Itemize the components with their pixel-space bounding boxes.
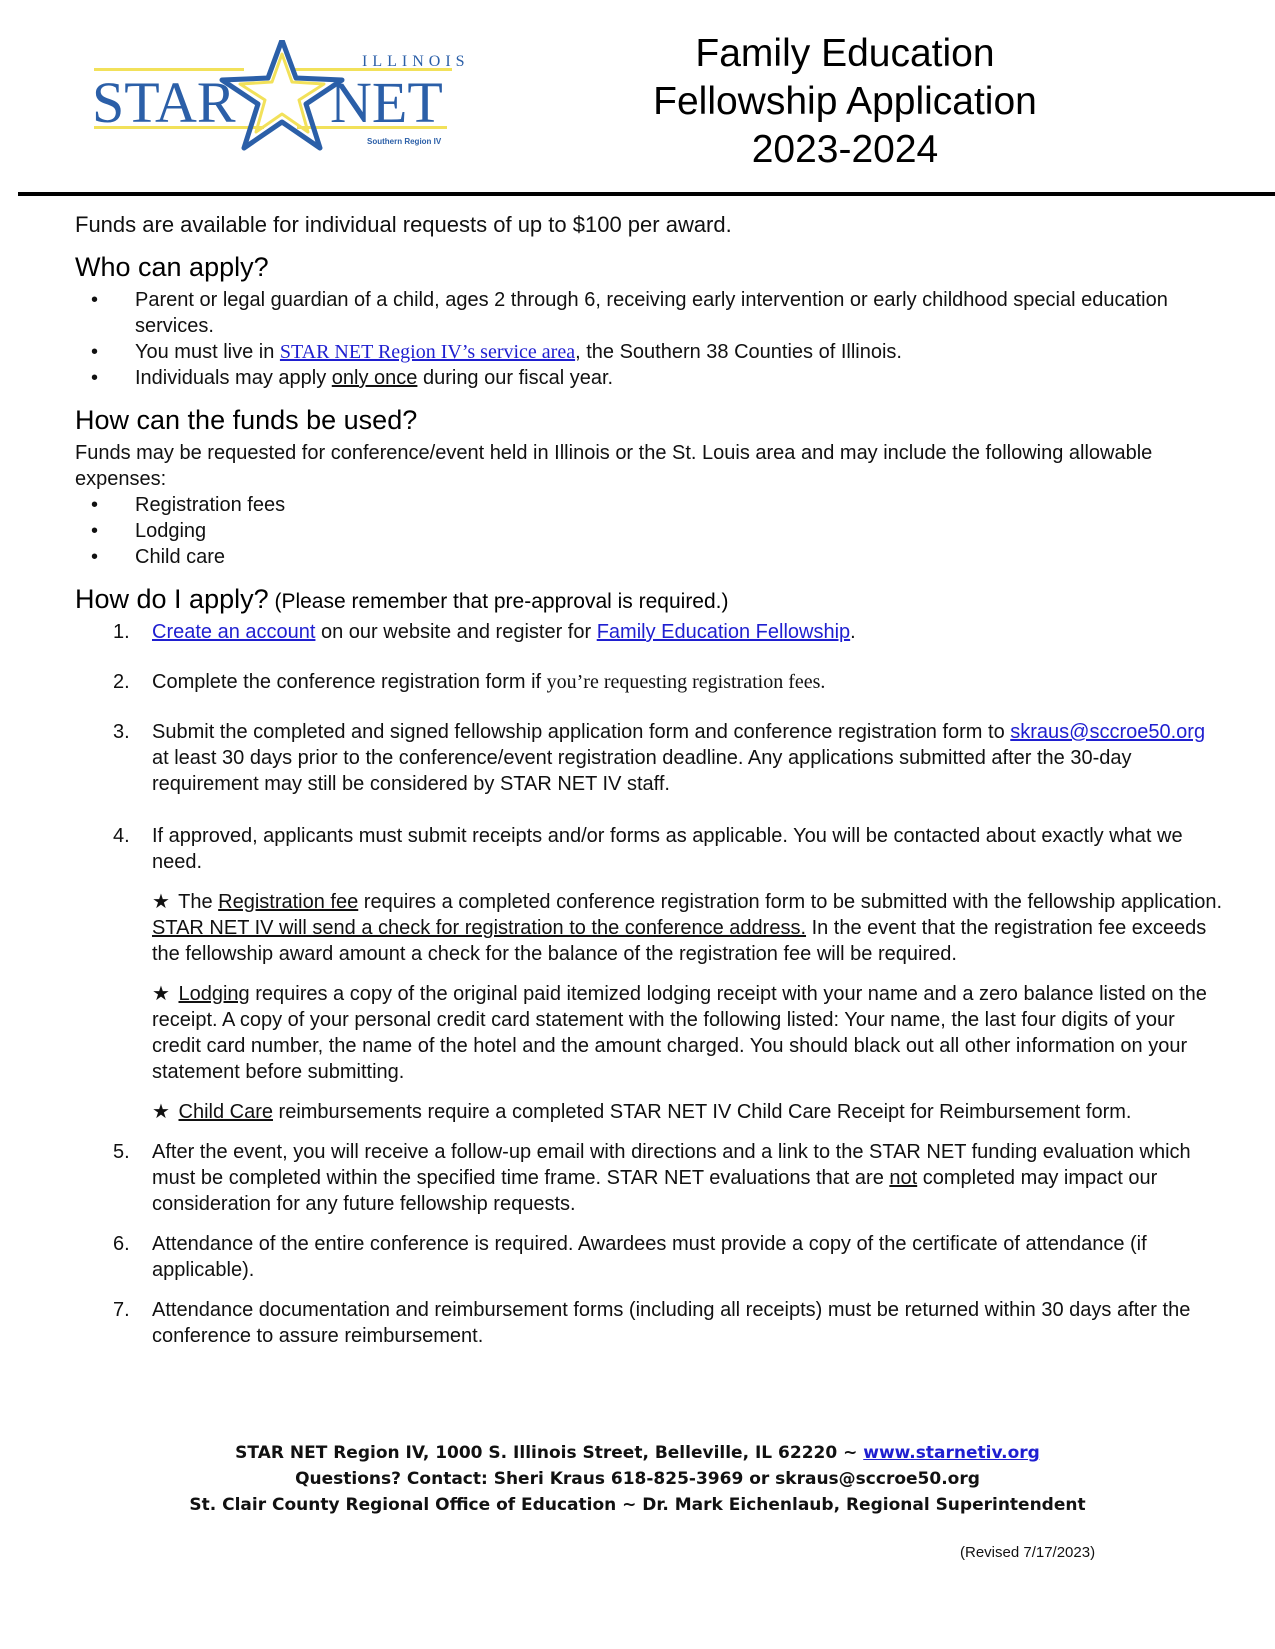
eligibility-text: Parent or legal guardian of a child, ages 2 through 6, receiving early intervention or early childhood special education services. [135, 289, 1168, 337]
who-heading: Who can apply? [75, 252, 269, 282]
apply-heading-text: How do I apply? [75, 584, 269, 614]
list-item [75, 339, 1225, 365]
child-care-note [152, 1099, 1225, 1125]
list-item [75, 1297, 1225, 1349]
funds-description: Funds may be requested for conference/event held in Illinois or the St. Louis area and may include the following allowable expenses: [75, 442, 1153, 490]
list-item [75, 669, 1225, 695]
revision-date: (Revised 7/17/2023) [960, 1544, 1096, 1561]
apply-heading-note: (Please remember that pre-approval is required.) [268, 590, 729, 613]
eligibility-text: , the Southern 38 Counties of Illinois. [575, 341, 902, 363]
step-text: completed may impact our consideration for any future fellowship requests. [152, 1167, 1158, 1215]
email-link[interactable]: skraus@sccroe50.org [1010, 721, 1206, 743]
footer-line-1 [0, 1440, 1275, 1466]
star-icon: ★ [152, 983, 170, 1005]
registration-fee-note [152, 889, 1225, 967]
step-text: Submit the completed and signed fellowship application form and conference registration form to [152, 721, 1011, 743]
emphasis-text: STAR NET IV will send a check for registration to the conference address. [152, 917, 807, 939]
footer-line-3: St. Clair County Regional Office of Education ~ Dr. Mark Eichenlaub, Regional Superintendent [189, 1495, 1086, 1515]
title-line-2: Fellowship Application [653, 80, 1037, 123]
list-item: • Child care [75, 544, 1225, 570]
step-number: 6. [113, 1233, 130, 1255]
list-item [75, 287, 1225, 339]
list-item [75, 365, 1225, 391]
create-account-link[interactable]: Create an account [152, 621, 316, 643]
page-title [600, 30, 1090, 174]
main-content [75, 206, 1225, 1349]
footer [0, 1440, 1275, 1518]
footer-line-2: Questions? Contact: Sheri Kraus 618-825-3969 or skraus@sccroe50.org [295, 1469, 980, 1489]
lodging-note [152, 981, 1225, 1085]
eligibility-text: You must live in [135, 341, 280, 363]
emphasis-text: Registration fee [218, 891, 359, 913]
step-text: on our website and register for [315, 621, 597, 643]
emphasis-text: Child Care [178, 1101, 273, 1123]
apply-steps [75, 619, 1225, 1349]
step-number: 1. [113, 621, 130, 643]
step-number: 4. [113, 825, 130, 847]
intro-text: Funds are available for individual requests of up to $100 per award. [75, 212, 732, 237]
expenses-list [75, 492, 1225, 570]
emphasis-text: Lodging [178, 983, 250, 1005]
list-item [75, 1231, 1225, 1283]
note-text: In the event that the registration fee exceeds the fellowship award amount a check for the balance of the registration fee will be required. [152, 917, 1207, 965]
logo-left-text: STAR [92, 70, 236, 135]
title-line-3: 2023-2024 [751, 128, 939, 171]
note-text: The [172, 891, 219, 913]
star-icon: ★ [152, 891, 170, 913]
list-item: • Registration fees [75, 492, 1225, 518]
title-line-1: Family Education [695, 32, 995, 75]
star-net-logo-graphic [92, 40, 482, 160]
step-number: 3. [113, 721, 130, 743]
step-text: If approved, applicants must submit receipts and/or forms as applicable. You will be contacted about exactly what we need. [152, 825, 1183, 873]
step-text: After the event, you will receive a follow-up email with directions and a link to the STAR NET funding evaluation which must be completed within the specified time frame. STAR NET evaluations that are [152, 1141, 1191, 1189]
funds-heading: How can the funds be used? [75, 405, 418, 435]
eligibility-text: Individuals may apply [135, 367, 332, 389]
note-text: reimbursements require a completed STAR NET IV Child Care Receipt for Reimbursement form. [272, 1101, 1132, 1123]
step-number: 5. [113, 1141, 130, 1163]
footer-text: STAR NET Region IV, 1000 S. Illinois Street, Belleville, IL 62220 ~ [235, 1443, 864, 1463]
step-text: you’re requesting registration fees. [546, 671, 826, 693]
logo-top-text: ILLINOIS [362, 53, 470, 70]
step-text: at least 30 days prior to the conference/event registration deadline. Any applications submitted after the 30-day requirement may still be considered by STAR NET IV staff. [152, 747, 1132, 795]
apply-heading [75, 584, 1225, 615]
star-net-logo [92, 40, 482, 160]
eligibility-list [75, 287, 1225, 391]
emphasis-text: only once [331, 367, 418, 389]
note-text: requires a copy of the original paid itemized lodging receipt with your name and a zero balance listed on the receipt. A copy of your personal credit card statement with the following listed: Your name, the last four digits of your credit card number, the name of the hotel and the amount charged. You should black out all other information on your statement before submitting. [152, 983, 1207, 1083]
step-number: 7. [113, 1299, 130, 1321]
service-area-link[interactable]: STAR NET Region IV’s service area [279, 341, 576, 363]
list-item: • Lodging [75, 518, 1225, 544]
logo-sub-text: Southern Region IV [367, 137, 442, 146]
step-text: Attendance documentation and reimbursement forms (including all receipts) must be returned within 30 days after the conference to assure reimbursement. [152, 1299, 1191, 1347]
step-text: Complete the conference registration form if [152, 671, 547, 693]
star-icon: ★ [152, 1101, 170, 1123]
emphasis-text: not [889, 1167, 918, 1189]
step-text: Attendance of the entire conference is required. Awardees must provide a copy of the certificate of attendance (if applicable). [152, 1233, 1147, 1281]
note-text: requires a completed conference registration form to be submitted with the fellowship application. [358, 891, 1223, 913]
list-item [75, 619, 1225, 645]
logo-right-text: NET [330, 70, 443, 135]
step-text: . [850, 621, 856, 643]
eligibility-text: during our fiscal year. [417, 367, 614, 389]
list-item [75, 1139, 1225, 1217]
family-education-fellowship-link[interactable]: Family Education Fellowship [596, 621, 851, 643]
header-divider [18, 192, 1275, 196]
list-item [75, 823, 1225, 1125]
step-number: 2. [113, 671, 130, 693]
website-link[interactable]: www.starnetiv.org [863, 1443, 1040, 1463]
list-item [75, 719, 1225, 797]
